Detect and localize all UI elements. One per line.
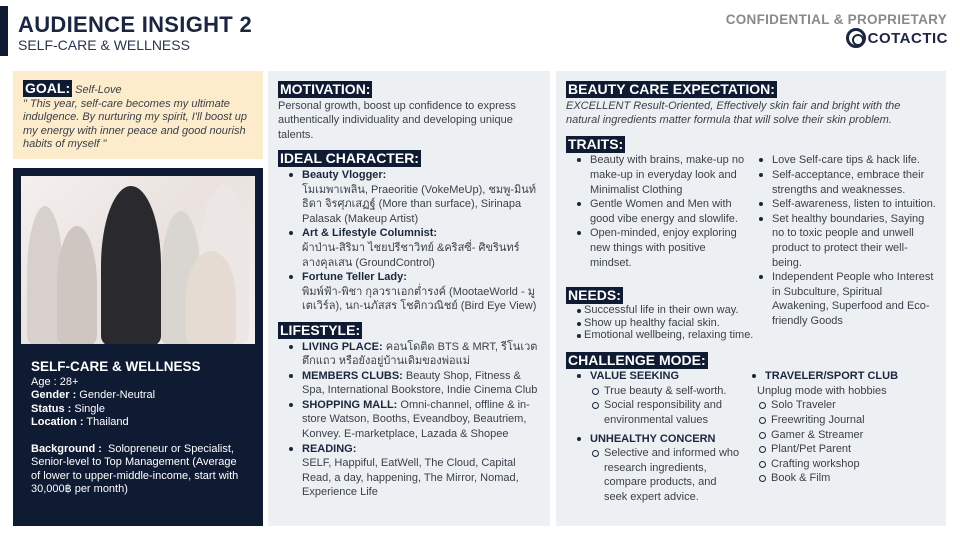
ideal-character-heading: IDEAL CHARACTER: xyxy=(280,150,419,167)
page-subtitle: SELF-CARE & WELLNESS xyxy=(18,37,190,53)
list-item: Freewriting Journal xyxy=(741,413,936,428)
title-accent-bar xyxy=(0,6,8,56)
list-item: Beauty Vlogger: โมเมพาเพลิน, Praeoritie (VokeMeUp), ชมพู-มินท์ธิดา จิรศุภเสฏฐ์ (More than surface), Sirinapa Palasak (Makeup Artist) xyxy=(278,168,540,226)
persona-background: Background : Solopreneur or Specialist, Senior-level to Top Management (Average of lower to upper-middle-income, start with 30,000฿ per month) xyxy=(31,442,239,495)
list-item: Gamer & Streamer xyxy=(741,428,936,443)
list-item: TRAVELER/SPORT CLUB xyxy=(741,369,936,384)
right-panel xyxy=(556,71,946,526)
list-item: Crafting workshop xyxy=(741,457,936,472)
middle-panel xyxy=(268,71,550,526)
list-item: Selective and informed who research ingredients, compare products, and seek expert advice. xyxy=(566,446,741,504)
list-item: MEMBERS CLUBS: Beauty Shop, Fitness & Spa, International Bookstore, Indie Cinema Club xyxy=(278,369,540,398)
list-item: Open-minded, enjoy exploring new things with positive mindset. xyxy=(566,226,748,270)
persona-photo xyxy=(21,176,255,344)
list-item: Solo Traveler xyxy=(741,398,936,413)
persona-card xyxy=(13,168,263,526)
persona-age: Age : 28+ xyxy=(31,375,79,388)
list-item: Self-awareness, listen to intuition. xyxy=(748,197,936,212)
list-item: VALUE SEEKING xyxy=(566,369,741,384)
list-item: Fortune Teller Lady: พิมพ์ฟ้า-พิชา กุลวราเอกต่ำรงค์ (MootaeWorld - มูเตเวิร์ล), นก-นภัสสร โชติกวณิชย์ (Bird Eye View) xyxy=(278,270,540,314)
list-item: Show up healthy facial skin. xyxy=(566,317,936,330)
motivation-section xyxy=(278,81,540,142)
persona-gender: Gender : Gender-Neutral xyxy=(31,389,156,401)
list-item: READING: SELF, Happiful, EatWell, The Cloud, Capital Read, a day, happening, The Mirror, Nomad, Experience Life xyxy=(278,442,540,500)
list-item: Emotional wellbeing, relaxing time. xyxy=(566,329,936,342)
motivation-text: Personal growth, boost up confidence to express authentically individuality and developing unique talents. xyxy=(278,99,516,141)
company-logo xyxy=(846,28,948,48)
traits-heading: TRAITS: xyxy=(568,135,624,152)
list-item: Successful life in their own way. xyxy=(566,304,936,317)
list-item: Self-acceptance, embrace their strengths and weaknesses. xyxy=(748,168,936,197)
list-item-subtitle: Unplug mode with hobbies xyxy=(757,384,887,397)
persona-location: Location : Thailand xyxy=(31,416,129,428)
list-item: True beauty & self-worth. xyxy=(566,384,741,399)
needs-heading: NEEDS: xyxy=(568,286,621,303)
list-item: Set healthy boundaries, Saying no to toxic people and unwell product to protect their well-being. xyxy=(748,212,936,270)
goal-value: Self-Love xyxy=(75,84,122,96)
goal-heading: GOAL: xyxy=(25,80,71,96)
list-item: Art & Lifestyle Columnist: ผ้าป่าน-สิริมา ไชยปรีชาวิทย์ &คริสซี่- ศิขรินทร์ ลางคุลเสน (GroundControl) xyxy=(278,226,540,270)
list-item: UNHEALTHY CONCERN xyxy=(566,432,741,447)
goal-box xyxy=(13,71,263,159)
challenge-heading: CHALLENGE MODE: xyxy=(568,351,706,368)
motivation-heading: MOTIVATION: xyxy=(280,81,371,97)
list-item: Social responsibility and environmental values xyxy=(566,398,741,427)
expectation-heading: BEAUTY CARE EXPECTATION: xyxy=(568,81,775,97)
list-item: Beauty with brains, make-up no make-up in everyday look and Minimalist Clothing xyxy=(566,153,748,197)
list-item: Independent People who Interest in Subculture, Spiritual Awakening, Superfood and Eco-friendly Goods xyxy=(748,270,936,328)
list-item: LIVING PLACE: คอนโดติด BTS & MRT, รีโนเวตตึกแถว หรือยังอยู่บ้านเดิมของพ่อแม่ xyxy=(278,340,540,369)
list-item: Gentle Women and Men with good vibe energy and slowlife. xyxy=(566,197,748,226)
persona-status: Status : Single xyxy=(31,402,105,415)
confidential-label: CONFIDENTIAL & PROPRIETARY xyxy=(725,12,947,27)
list-item: SHOPPING MALL: Omni-channel, offline & in-store Watson, Booths, Eveandboy, Beautriem, Konvey. E-marketplace, Lazada & Shopee xyxy=(278,398,540,442)
logo-text: COTACTIC xyxy=(867,29,948,47)
challenge-section xyxy=(566,352,936,505)
list-item: Love Self-care tips & hack life. xyxy=(748,153,936,168)
lifestyle-heading: LIFESTYLE: xyxy=(280,321,361,338)
persona-name: SELF-CARE & WELLNESS xyxy=(31,359,201,374)
list-item: Book & Film xyxy=(741,471,936,486)
list-item: Plant/Pet Parent xyxy=(741,442,936,457)
goal-quote: " This year, self-care becomes my ultimate indulgence. By nurturing my spirit, I'll boost up my energy with inner peace and good nourish habits of myself " xyxy=(23,97,248,150)
lifestyle-section xyxy=(278,322,540,500)
logo-icon xyxy=(846,28,866,48)
page-title: AUDIENCE INSIGHT 2 xyxy=(18,12,252,37)
expectation-text: EXCELLENT Result-Oriented, Effectively skin fair and bright with the natural ingredients matter formula that will solve their skin problem. xyxy=(566,99,901,127)
expectation-section xyxy=(566,81,936,128)
ideal-character-section xyxy=(278,150,540,314)
